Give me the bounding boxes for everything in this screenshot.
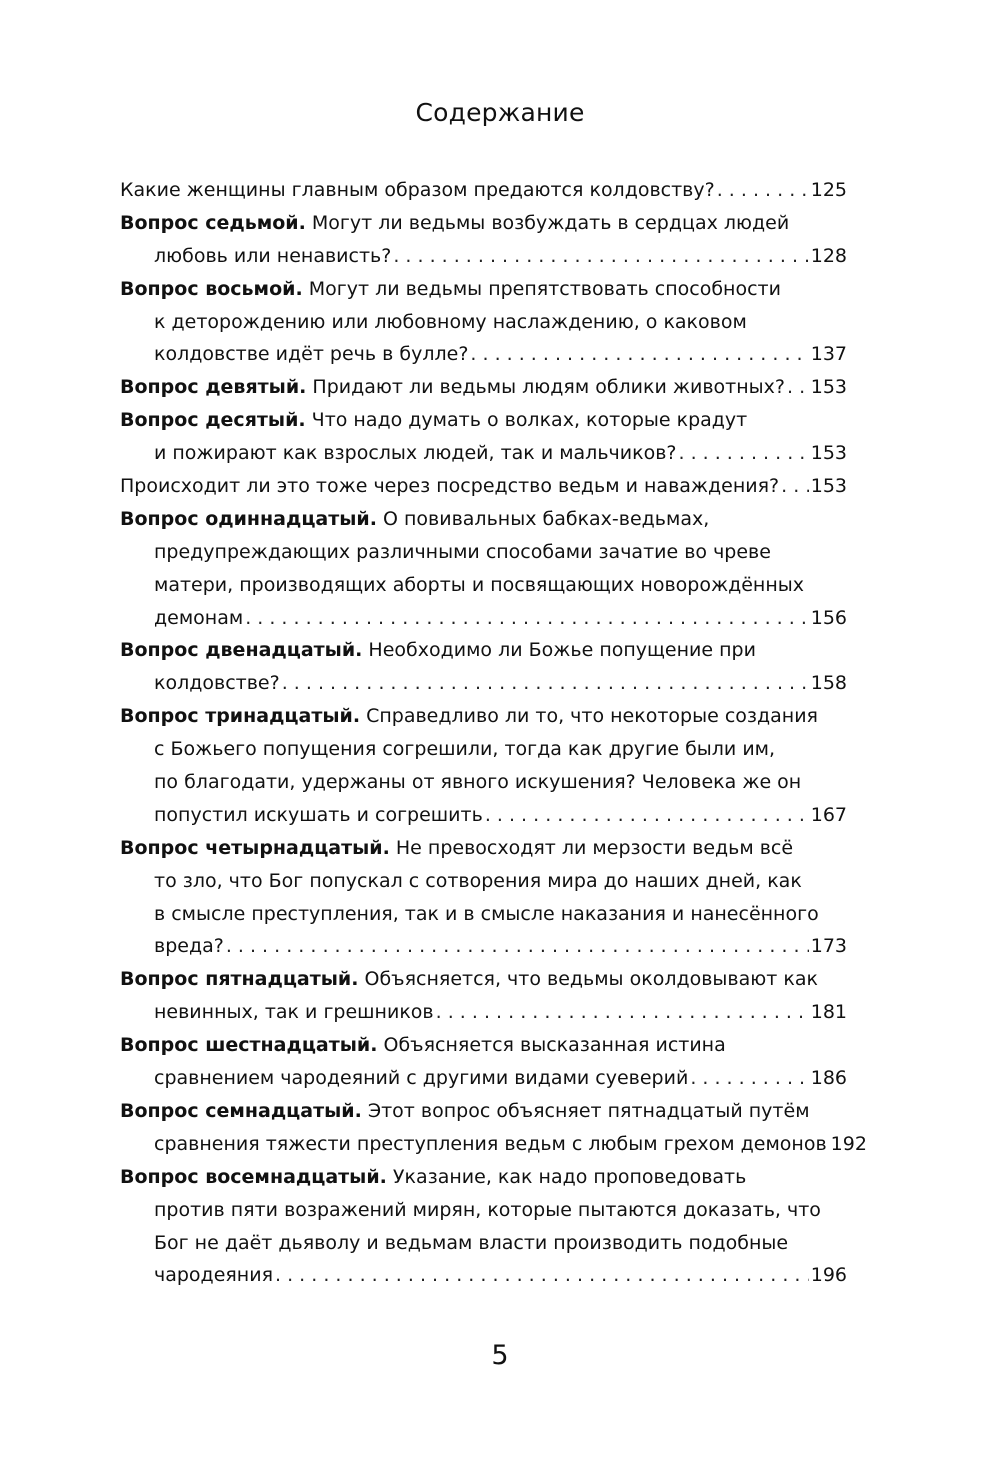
table-of-contents bbox=[120, 174, 867, 1292]
toc-entry-text: матери, производящих аборты и посвящающих новорождённых bbox=[154, 573, 805, 596]
toc-entry[interactable] bbox=[120, 832, 847, 964]
toc-entry-page: 181 bbox=[810, 1001, 847, 1024]
toc-entry[interactable] bbox=[120, 371, 847, 404]
toc-entry-text: чародеяния bbox=[154, 1264, 274, 1287]
toc-entry-line bbox=[120, 930, 847, 963]
toc-entry-line bbox=[120, 338, 847, 371]
toc-entry-text: Объясняется, что ведьмы околдовывают как bbox=[358, 968, 818, 991]
toc-entry-line bbox=[120, 240, 847, 273]
toc-entry-line bbox=[120, 371, 847, 404]
toc-entry-text: Бог не даёт дьяволу и ведьмам власти производить подобные bbox=[154, 1231, 789, 1254]
toc-entry[interactable] bbox=[120, 634, 847, 700]
toc-entry-lead: Вопрос восьмой. bbox=[120, 277, 303, 300]
toc-entry-text: Необходимо ли Божье попущение при bbox=[362, 639, 756, 662]
toc-entry-lead: Вопрос четырнадцатый. bbox=[120, 836, 390, 859]
toc-entry-lead: Вопрос пятнадцатый. bbox=[120, 968, 359, 991]
toc-entry-text: Происходит ли это тоже через посредство ведьм и наваждения? bbox=[120, 475, 780, 498]
toc-entry-line bbox=[120, 602, 847, 635]
toc-entry-text: Этот вопрос объясняет пятнадцатый путём bbox=[361, 1099, 810, 1122]
page-title: Содержание bbox=[415, 98, 585, 127]
toc-entry-text: колдовстве? bbox=[154, 672, 280, 695]
page-number: 5 bbox=[491, 1340, 509, 1371]
toc-entry[interactable] bbox=[120, 470, 847, 503]
toc-entry-text: с Божьего попущения согрешили, тогда как другие были им, bbox=[154, 738, 776, 761]
toc-entry-line bbox=[120, 634, 847, 667]
toc-entry[interactable] bbox=[120, 174, 847, 207]
toc-entry-line bbox=[120, 207, 847, 240]
toc-entry-text: Справедливо ли то, что некоторые создания bbox=[360, 705, 818, 728]
toc-entry-text: вреда? bbox=[154, 935, 224, 958]
toc-entry-text: сравнения тяжести преступления ведьм с любым грехом демонов bbox=[154, 1132, 827, 1155]
toc-entry-lead: Вопрос седьмой. bbox=[120, 211, 306, 234]
toc-entry-line bbox=[120, 569, 847, 602]
toc-entry-text: Какие женщины главным образом предаются колдовству? bbox=[120, 179, 715, 201]
toc-entry-line bbox=[120, 1062, 847, 1095]
toc-entry-lead: Вопрос одиннадцатый. bbox=[120, 507, 377, 530]
toc-entry-line bbox=[120, 1095, 847, 1128]
toc-entry-line bbox=[120, 766, 847, 799]
toc-entry-lead: Вопрос шестнадцатый. bbox=[120, 1034, 378, 1057]
leader-dots bbox=[717, 174, 809, 207]
toc-entry-line bbox=[120, 963, 847, 996]
leader-dots bbox=[690, 1062, 808, 1095]
toc-entry-text: Могут ли ведьмы возбуждать в сердцах людей bbox=[305, 211, 790, 234]
toc-entry-page: 153 bbox=[810, 376, 847, 399]
toc-entry-lead: Вопрос семнадцатый. bbox=[120, 1099, 362, 1122]
leader-dots bbox=[436, 996, 809, 1029]
toc-entry-text: против пяти возражений мирян, которые пытаются доказать, что bbox=[154, 1198, 821, 1221]
toc-entry[interactable] bbox=[120, 207, 847, 273]
toc-entry-text: к деторождению или любовному наслаждению, о каковом bbox=[154, 310, 747, 333]
toc-entry-line bbox=[120, 865, 847, 898]
leader-dots bbox=[226, 930, 809, 963]
toc-entry-line bbox=[120, 503, 847, 536]
toc-entry-text: попустил искушать и согрешить bbox=[154, 803, 483, 826]
leader-dots bbox=[282, 667, 809, 700]
leader-dots bbox=[787, 371, 809, 404]
toc-entry[interactable] bbox=[120, 700, 847, 832]
toc-entry-page: 125 bbox=[810, 179, 847, 201]
toc-entry-page: 156 bbox=[810, 606, 847, 629]
leader-dots bbox=[393, 240, 808, 273]
toc-entry-text: невинных, так и грешников bbox=[154, 1001, 434, 1024]
toc-entry-text: Что надо думать о волках, которые крадут bbox=[305, 409, 748, 432]
toc-entry-lead: Вопрос двенадцатый. bbox=[120, 639, 363, 662]
toc-entry-lead: Вопрос тринадцатый. bbox=[120, 705, 361, 728]
toc-entry-text: сравнением чародеяний с другими видами суеверий bbox=[154, 1067, 689, 1090]
toc-entry[interactable] bbox=[120, 404, 847, 470]
toc-entry-line bbox=[120, 733, 847, 766]
toc-entry-page: 128 bbox=[810, 244, 847, 267]
toc-entry-text: в смысле преступления, так и в смысле наказания и нанесённого bbox=[154, 902, 819, 925]
toc-entry-line bbox=[120, 1128, 867, 1161]
toc-entry-text: Придают ли ведьмы людям облики животных? bbox=[306, 376, 786, 399]
toc-entry-line bbox=[120, 273, 847, 306]
toc-entry-page: 137 bbox=[810, 343, 847, 366]
toc-entry[interactable] bbox=[120, 503, 847, 635]
toc-entry-line bbox=[120, 536, 847, 569]
toc-entry-page: 158 bbox=[810, 672, 847, 695]
toc-entry-lead: Вопрос девятый. bbox=[120, 376, 307, 399]
toc-entry-text: Могут ли ведьмы препятствовать способности bbox=[302, 277, 781, 300]
toc-entry-line bbox=[120, 404, 847, 437]
toc-entry-text: любовь или ненависть? bbox=[154, 244, 392, 267]
toc-entry[interactable] bbox=[120, 1161, 847, 1293]
leader-dots bbox=[485, 799, 809, 832]
toc-entry-line bbox=[120, 174, 847, 207]
toc-entry-line bbox=[120, 700, 847, 733]
toc-entry-line bbox=[120, 306, 847, 339]
toc-entry-text: О повивальных бабках-ведьмах, bbox=[376, 507, 710, 530]
leader-dots bbox=[245, 602, 809, 635]
toc-entry[interactable] bbox=[120, 963, 847, 1029]
toc-entry[interactable] bbox=[120, 1095, 867, 1161]
toc-entry-page: 153 bbox=[810, 442, 847, 465]
toc-entry-text: колдовстве идёт речь в булле? bbox=[154, 343, 469, 366]
toc-entry-text: Указание, как надо проповедовать bbox=[386, 1165, 747, 1188]
leader-dots bbox=[470, 338, 808, 371]
toc-entry-lead: Вопрос десятый. bbox=[120, 409, 306, 432]
toc-entry-text: Не превосходят ли мерзости ведьм всё bbox=[389, 836, 794, 859]
toc-entry[interactable] bbox=[120, 273, 847, 372]
toc-entry-line bbox=[120, 1227, 847, 1260]
toc-entry-line bbox=[120, 996, 847, 1029]
toc-entry-text: предупреждающих различными способами зачатие во чреве bbox=[154, 540, 771, 563]
toc-entry-line bbox=[120, 1029, 847, 1062]
toc-entry-line bbox=[120, 470, 847, 503]
toc-entry-page: 153 bbox=[810, 475, 847, 498]
toc-entry-line bbox=[120, 1161, 847, 1194]
toc-entry-line bbox=[120, 437, 847, 470]
leader-dots bbox=[275, 1259, 809, 1292]
toc-entry-page: 192 bbox=[830, 1132, 867, 1155]
toc-entry-text: демонам bbox=[154, 606, 244, 629]
toc-entry-page: 173 bbox=[810, 935, 847, 958]
toc-entry-lead: Вопрос восемнадцатый. bbox=[120, 1165, 387, 1188]
toc-entry[interactable] bbox=[120, 1029, 847, 1095]
toc-entry-text: Объясняется высказанная истина bbox=[377, 1034, 726, 1057]
toc-entry-text: по благодати, удержаны от явного искушения? Человека же он bbox=[154, 771, 802, 794]
toc-entry-line bbox=[120, 799, 847, 832]
toc-entry-text: и пожирают как взрослых людей, так и мальчиков? bbox=[154, 442, 677, 465]
toc-entry-line bbox=[120, 832, 847, 865]
toc-entry-page: 167 bbox=[810, 803, 847, 826]
leader-dots bbox=[678, 437, 808, 470]
toc-entry-line bbox=[120, 667, 847, 700]
toc-entry-line bbox=[120, 898, 847, 931]
toc-entry-page: 186 bbox=[810, 1067, 847, 1090]
toc-entry-page: 196 bbox=[810, 1264, 847, 1287]
toc-entry-line bbox=[120, 1259, 847, 1292]
toc-entry-text: то зло, что Бог попускал с сотворения мира до наших дней, как bbox=[154, 869, 802, 892]
leader-dots bbox=[781, 470, 809, 503]
toc-entry-line bbox=[120, 1194, 847, 1227]
